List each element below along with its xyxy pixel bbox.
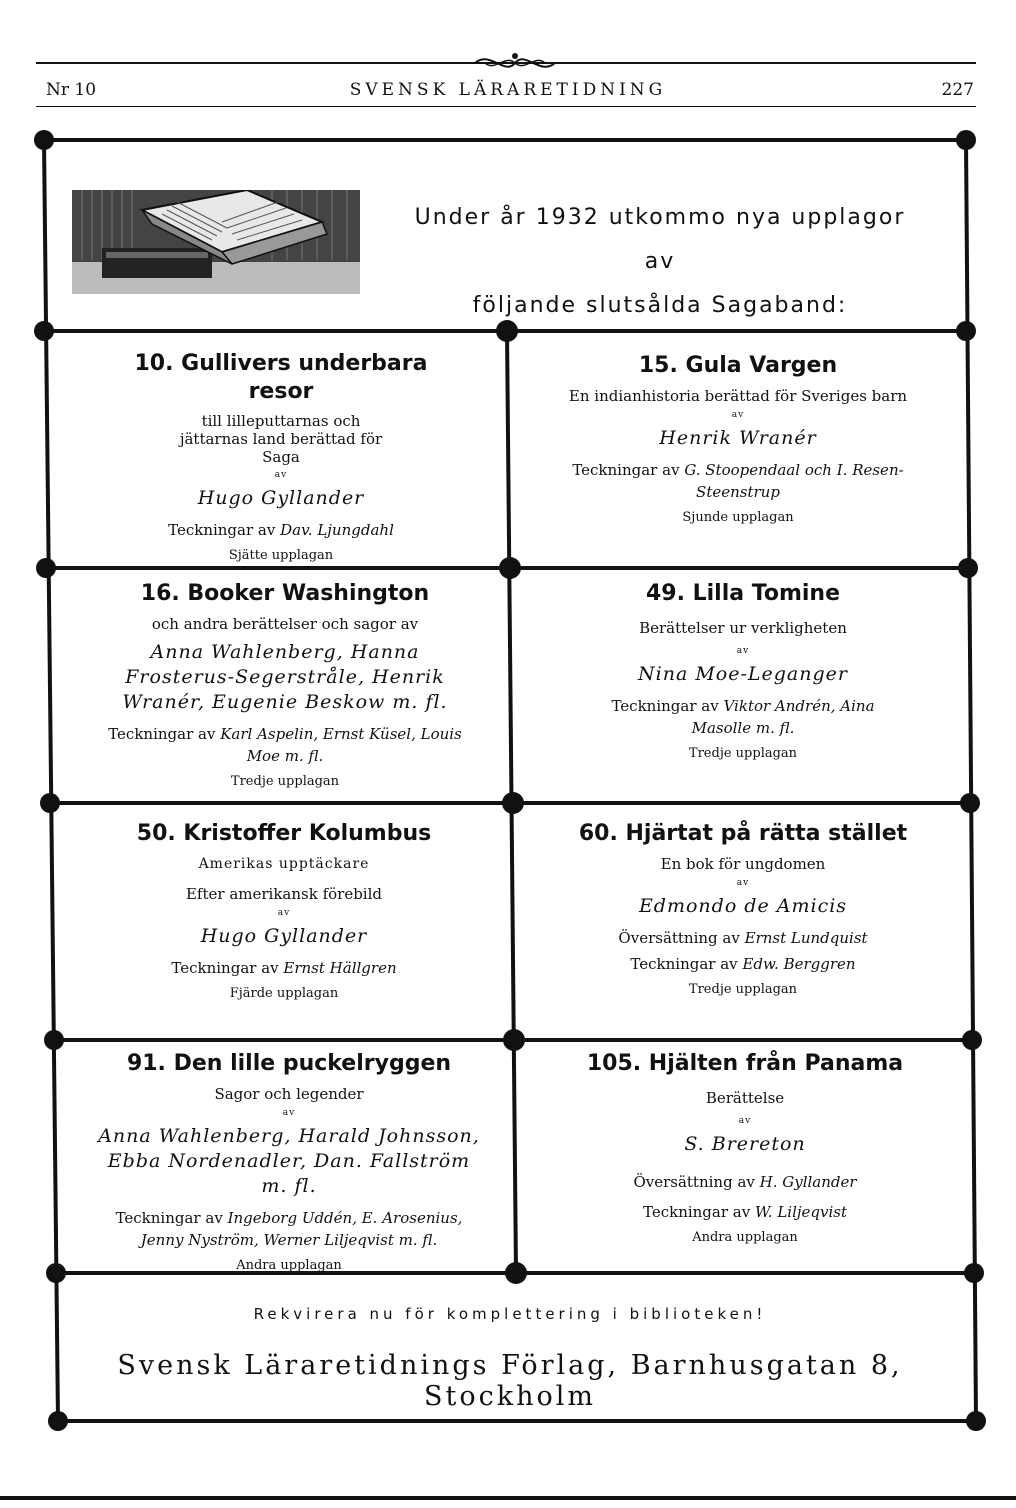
book-subtitle: Amerikas upptäckare	[198, 856, 370, 872]
book-author: Hugo Gyllander	[200, 925, 368, 947]
book-title: 50. Kristoffer Kolumbus	[136, 821, 432, 846]
intro-text	[400, 196, 920, 328]
journal-title: SVENSK LÄRARETIDNING	[349, 80, 667, 100]
by-label: av	[738, 1116, 752, 1126]
illustrations-line	[540, 459, 936, 503]
illustrations-line	[545, 695, 941, 739]
edition: Sjätte upplagan	[228, 548, 334, 563]
illustrations-label: Teckningar av	[108, 725, 216, 743]
book-subtitle: Berättelse	[705, 1089, 785, 1107]
translator: Ernst Lundquist	[744, 929, 868, 947]
by-label: av	[736, 878, 750, 888]
book-subtitle: Sagor och legender	[214, 1085, 364, 1103]
book-entry-49	[545, 580, 941, 763]
illustrations-line	[84, 1207, 494, 1251]
book-title: 105. Hjälten från Panama	[586, 1051, 904, 1076]
open-book-illustration	[72, 190, 360, 294]
book-subtitle: Berättelser ur verkligheten	[639, 619, 847, 637]
edition: Sjunde upplagan	[682, 510, 794, 525]
book-title: 49. Lilla Tomine	[645, 581, 841, 606]
book-entry-15	[540, 352, 936, 527]
illustrators: Dav. Ljungdahl	[280, 521, 394, 539]
illustrators: Karl Aspelin, Ernst Küsel, Louis Moe m. fl.	[220, 725, 462, 765]
edition: Tredje upplagan	[230, 774, 340, 789]
book-title: 91. Den lille puckelryggen	[126, 1051, 452, 1076]
book-author: S. Brereton	[684, 1133, 806, 1155]
illustrations-line	[86, 519, 476, 541]
book-title: 16. Booker Washington	[140, 581, 430, 606]
edition: Andra upplagan	[236, 1258, 342, 1273]
illustrations-label: Teckningar av	[168, 521, 276, 539]
book-subtitle-2: Efter amerikansk förebild	[185, 885, 383, 903]
illustrations-label: Teckningar av	[171, 959, 279, 977]
illustrators: Ernst Hällgren	[283, 959, 397, 977]
by-label: av	[277, 908, 291, 918]
book-author: Anna Wahlenberg, Hanna Frosterus-Segerstråle, Henrik Wranér, Eugenie Beskow m. fl.	[122, 641, 448, 713]
book-entry-105	[540, 1050, 950, 1247]
book-author: Edmondo de Amicis	[638, 895, 848, 917]
page-number: 227	[941, 80, 974, 100]
illustrators: G. Stoopendaal och I. Resen-Steenstrup	[684, 461, 904, 501]
book-author: Nina Moe-Leganger	[638, 663, 848, 685]
translation-line	[540, 927, 946, 949]
by-label: av	[274, 470, 288, 480]
issue-number: Nr 10	[46, 80, 97, 100]
book-entry-60	[540, 820, 946, 999]
intro-line-2: följande slutsålda Sagaband:	[472, 293, 848, 318]
edition: Andra upplagan	[692, 1230, 798, 1245]
edition: Tredje upplagan	[688, 746, 798, 761]
illustrations-label: Teckningar av	[115, 1209, 223, 1227]
order-call: Rekvirera nu för komplettering i biblioteken!	[253, 1305, 767, 1323]
book-author: Henrik Wranér	[659, 427, 817, 449]
illustrations-label: Teckningar av	[572, 461, 680, 479]
book-author: Anna Wahlenberg, Harald Johnsson, Ebba Nordenadler, Dan. Fallström m. fl.	[98, 1125, 480, 1197]
illustrations-line	[540, 953, 946, 975]
book-title: 15. Gula Vargen	[638, 353, 838, 378]
book-entry-16	[80, 580, 490, 791]
translation-line	[540, 1171, 950, 1193]
book-subtitle: och andra berättelser och sagor av	[151, 615, 419, 633]
book-entry-10	[86, 350, 476, 565]
illustrators: Edw. Berggren	[742, 955, 856, 973]
edition: Tredje upplagan	[688, 982, 798, 997]
page-bottom-rule	[0, 1496, 1016, 1500]
book-entry-91	[84, 1050, 494, 1275]
by-label: av	[736, 646, 750, 656]
illustrators: W. Liljeqvist	[755, 1203, 848, 1221]
edition: Fjärde upplagan	[229, 986, 339, 1001]
translation-label: Översättning av	[633, 1173, 755, 1191]
illustrations-line	[540, 1201, 950, 1223]
book-subtitle: En bok för ungdomen	[660, 855, 826, 873]
illustrations-label: Teckningar av	[642, 1203, 751, 1221]
book-title: 10. Gullivers underbara resor	[134, 351, 428, 404]
book-author: Hugo Gyllander	[197, 487, 365, 509]
translator: H. Gyllander	[759, 1173, 857, 1191]
by-label: av	[282, 1108, 296, 1118]
book-entry-50	[86, 820, 482, 1003]
illustrations-label: Teckningar av	[611, 697, 719, 715]
book-subtitle: En indianhistoria berättad för Sveriges barn	[568, 387, 908, 405]
illustrators: Ingeborg Uddén, E. Arosenius, Jenny Nyström, Werner Liljeqvist m. fl.	[140, 1209, 463, 1249]
illustrations-label: Teckningar av	[630, 955, 738, 973]
book-title: 60. Hjärtat på rätta stället	[578, 821, 908, 846]
publisher-address: Svensk Läraretidnings Förlag, Barnhusgatan 8, Stockholm	[117, 1350, 903, 1412]
translation-label: Översättning av	[618, 929, 740, 947]
illustrations-line	[86, 957, 482, 979]
illustrations-line	[80, 723, 490, 767]
intro-line-1: Under år 1932 utkommo nya upplagor av	[414, 205, 906, 274]
book-subtitle: till lilleputtarnas och jättarnas land berättad för Saga	[179, 412, 383, 466]
illustrators: Viktor Andrén, Aina Masolle m. fl.	[691, 697, 875, 737]
by-label: av	[731, 410, 745, 420]
